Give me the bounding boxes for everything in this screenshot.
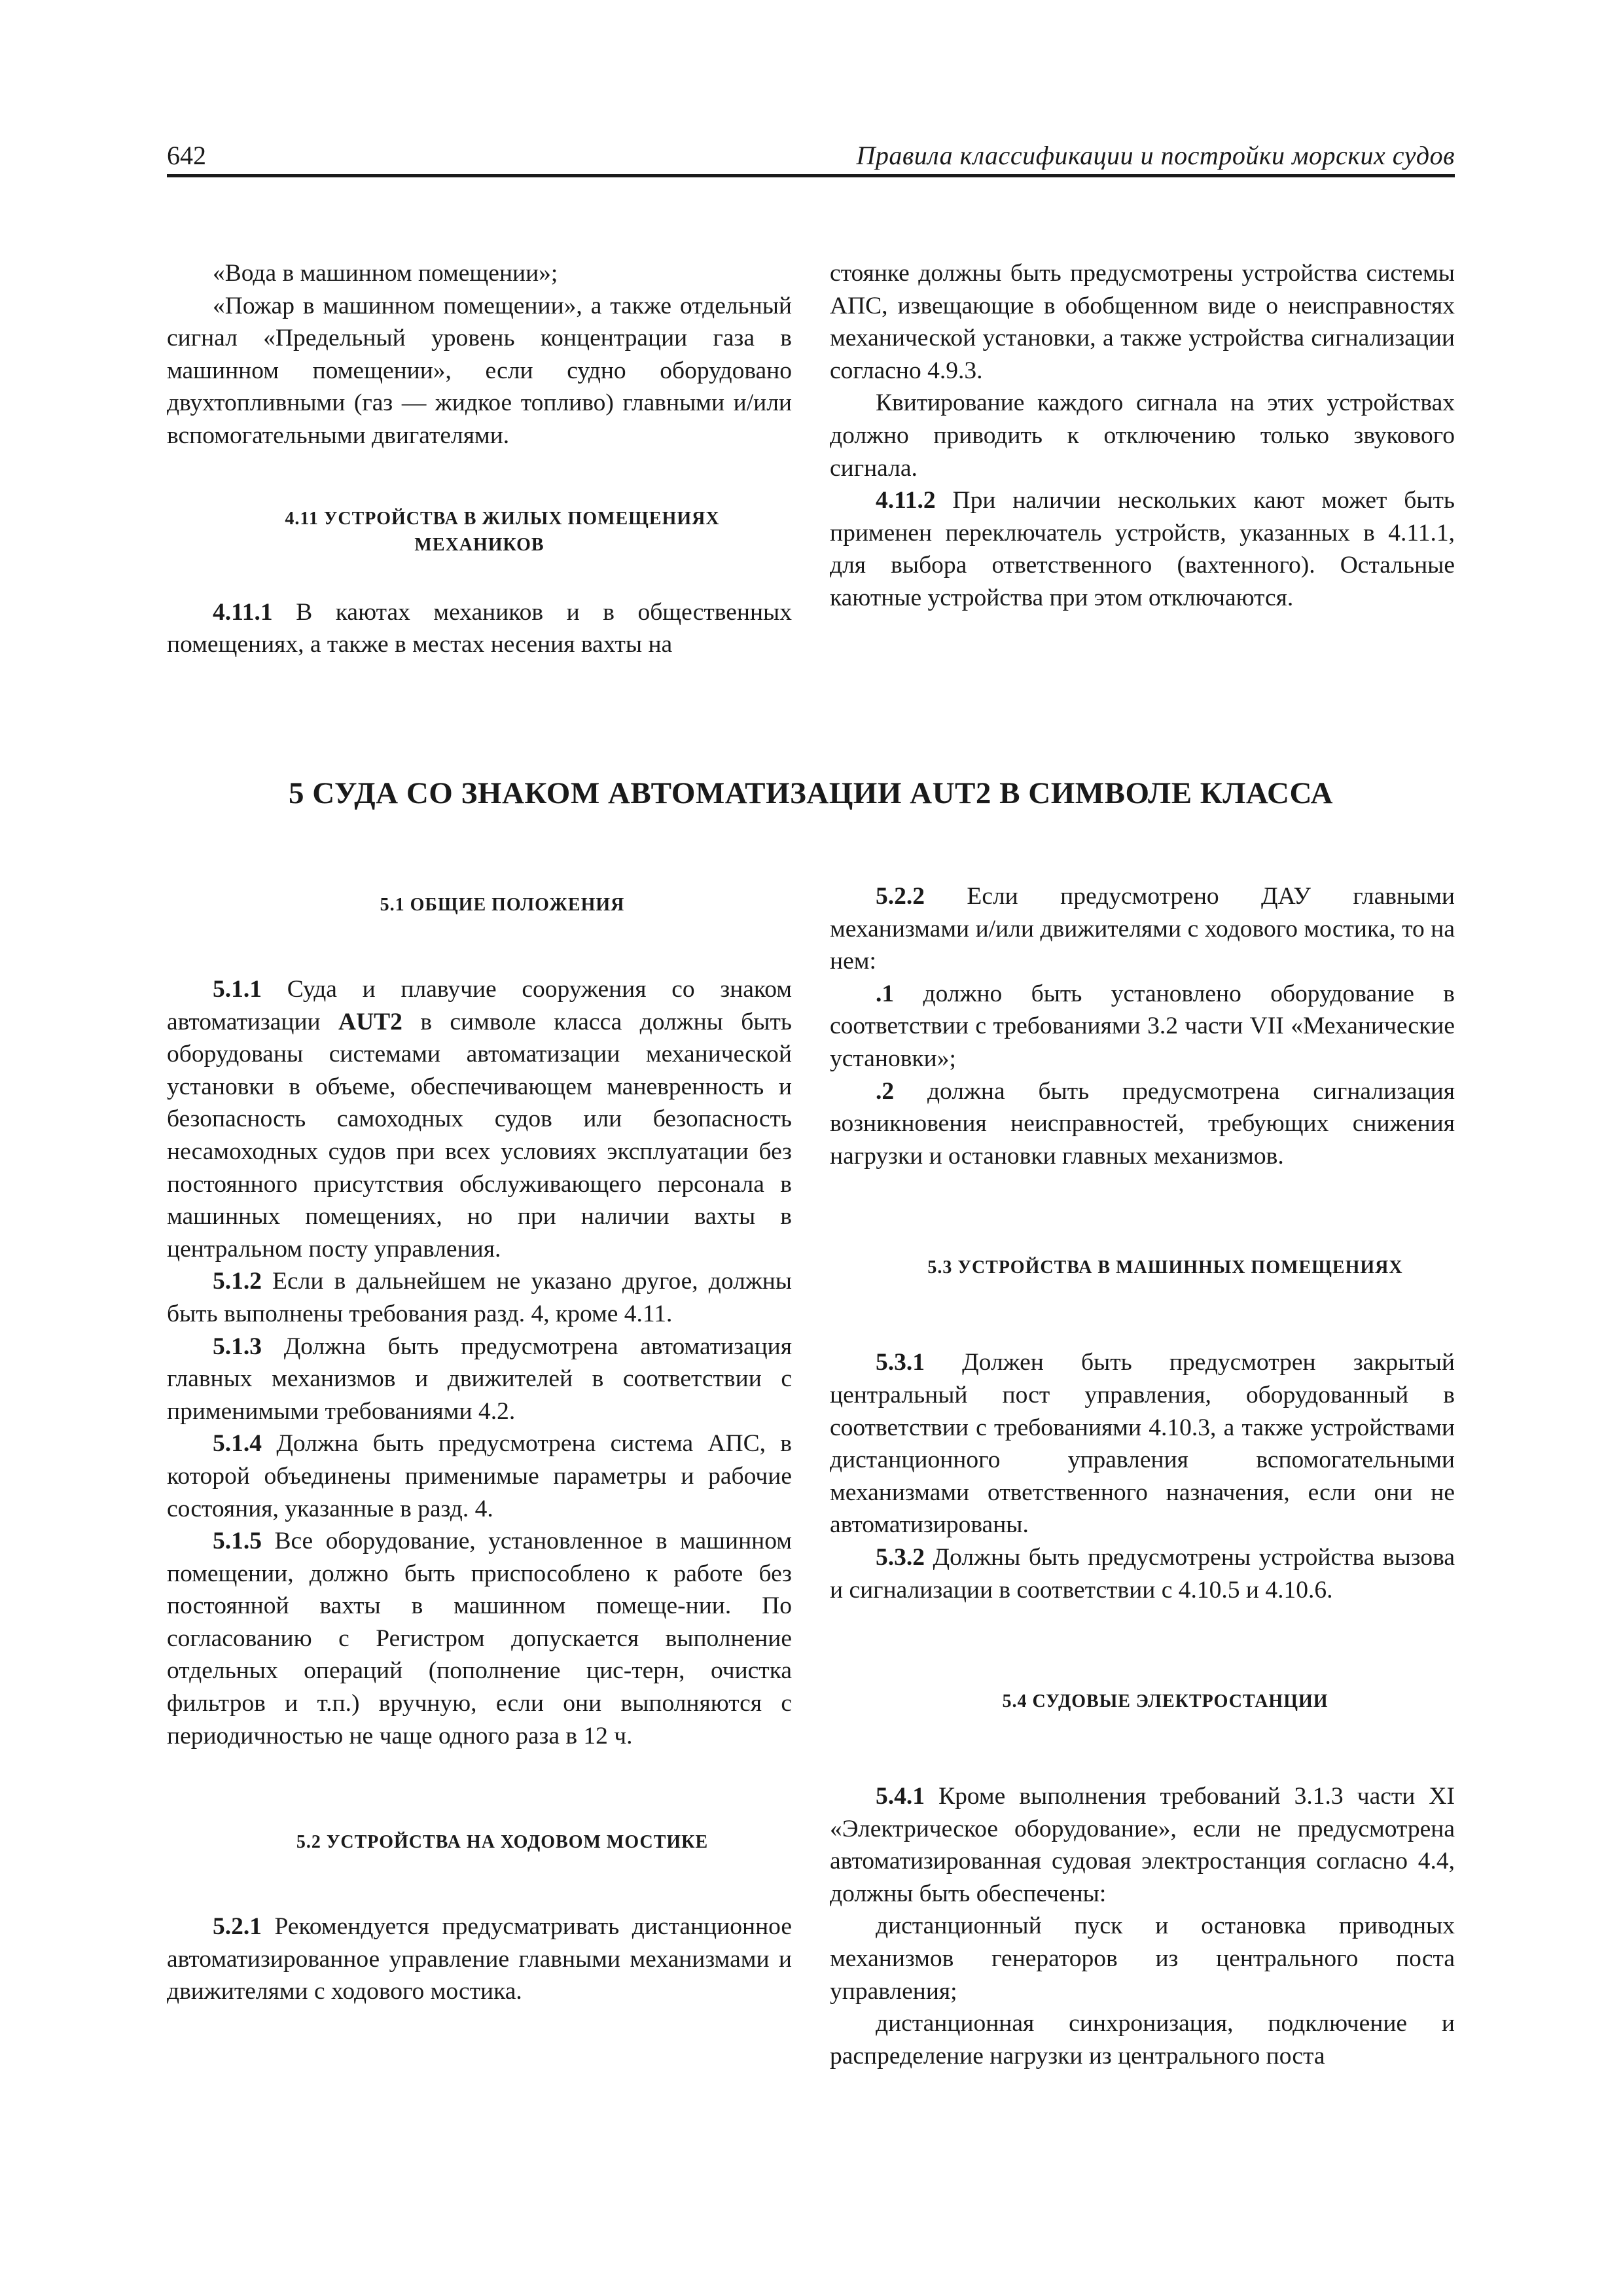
item-number: .1 xyxy=(876,980,895,1007)
clause-text: Должен быть предусмотрен закрытый центральный пост управления, оборудованный в соответствии с требованиями 4.10.3, а также устройствами дистанционного управления вспомогательными механизмами ответственного назначения, если они не автоматизированы. xyxy=(830,1349,1455,1539)
clause-text: Должны быть предусмотрены устройства вызова и сигнализации в соответствии с 4.10.5 и 4.10.6. xyxy=(830,1543,1455,1604)
running-title: Правила классификации и постройки морских судов xyxy=(856,141,1455,170)
clause-text: При наличии нескольких кают может быть применен переключатель устройств, указанных в 4.11.1, для выбора ответственного (вахтенного). Остальные каютные устройства при этом отключаются. xyxy=(830,487,1455,611)
header-rule xyxy=(167,174,1455,177)
item-text: должно быть установлено оборудование в соответствии с требованиями 3.2 части VII «Механические установки»; xyxy=(830,980,1455,1072)
page-number: 642 xyxy=(167,141,206,170)
paragraph-5-3-1 xyxy=(830,1346,1455,1541)
clause-number: 5.2.1 xyxy=(213,1913,262,1941)
clause-number: 5.3.2 xyxy=(876,1543,925,1571)
paragraph: дистанционный пуск и остановка приводных механизмов генераторов из центрального поста управления; xyxy=(830,1912,1455,2005)
page-header xyxy=(167,140,1455,179)
paragraph-5-1-3 xyxy=(167,1331,792,1428)
chapter-title: 5 СУДА СО ЗНАКОМ АВТОМАТИЗАЦИИ AUT2 В СИМВОЛЕ КЛАССА xyxy=(288,776,1333,810)
clause-text: Должна быть предусмотрена система АПС, в которой объединены применимые параметры и рабочие состояния, указанные в разд. 4. xyxy=(167,1430,792,1522)
clause-number: 5.1.3 xyxy=(213,1333,262,1360)
item-text: должна быть предусмотрена сигнализация возникновения неисправностей, требующих снижения нагрузки и остановки главных механизмов. xyxy=(830,1077,1455,1170)
section-heading-5-4: 5.4 СУДОВЫЕ ЭЛЕКТРОСТАНЦИИ xyxy=(1002,1691,1329,1712)
paragraph-5-1-5 xyxy=(167,1525,792,1752)
paragraph-5-1-2 xyxy=(167,1265,792,1330)
list-item-2 xyxy=(830,1075,1455,1173)
paragraph: «Пожар в машинном помещении», а также отдельный сигнал «Предельный уровень концентрации газа в машинном помещении», если судно оборудовано двухтопливными (газ — жидкое топливо) главными и/или вспомогательными двигателями. xyxy=(167,292,792,449)
paragraph-5-1-4 xyxy=(167,1427,792,1525)
clause-number: 5.3.1 xyxy=(876,1349,925,1376)
paragraph-4-11-1 xyxy=(167,596,792,661)
clause-text: Должна быть предусмотрена автоматизация главных механизмов и движителей в соответствии с применимыми требованиями 4.2. xyxy=(167,1333,792,1425)
paragraph-5-3-2 xyxy=(830,1541,1455,1606)
paragraph: стоянке должны быть предусмотрены устройства системы АПС, извещающие в обобщенном виде о неисправностях механической установки, а также устройства сигнализации согласно 4.9.3. xyxy=(830,260,1455,384)
clause-text: Если предусмотрено ДАУ главными механизмами и/или движителями с ходового мостика, то на нем: xyxy=(830,883,1455,975)
clause-number: 5.1.5 xyxy=(213,1528,262,1555)
top-left-column xyxy=(167,257,792,661)
clause-number: 5.1.2 xyxy=(213,1268,262,1295)
clause-number: 5.2.2 xyxy=(876,883,925,910)
bottom-right-column xyxy=(830,880,1455,2072)
clause-number: 4.11.1 xyxy=(213,598,273,626)
aut2-notation: AUT2 xyxy=(338,1008,402,1035)
clause-text: Если в дальнейшем не указано другое, должны быть выполнены требования разд. 4, кроме 4.11. xyxy=(167,1268,792,1327)
section-heading-5-2: 5.2 УСТРОЙСТВА НА ХОДОВОМ МОСТИКЕ xyxy=(296,1832,709,1853)
section-heading-5-3: 5.3 УСТРОЙСТВА В МАШИННЫХ ПОМЕЩЕНИЯХ xyxy=(927,1257,1403,1278)
clause-text: Суда и плавучие сооружения со знаком автоматизации xyxy=(167,976,792,1035)
item-number: .2 xyxy=(876,1077,895,1105)
paragraph: Квитирование каждого сигнала на этих устройствах должно приводить к отключению только звукового сигнала. xyxy=(830,389,1455,482)
clause-number: 4.11.2 xyxy=(876,487,936,514)
paragraph: дистанционная синхронизация, подключение и распределение нагрузки из центрального поста xyxy=(830,2010,1455,2070)
paragraph-5-2-2 xyxy=(830,880,1455,978)
paragraph: «Вода в машинном помещении»; xyxy=(213,260,558,287)
clause-text: Рекомендуется предусматривать дистанционное автоматизированное управление главными механизмами и движителями с ходового мостика. xyxy=(167,1913,792,2005)
clause-number: 5.1.1 xyxy=(213,976,262,1003)
list-item-1 xyxy=(830,978,1455,1075)
clause-number: 5.1.4 xyxy=(213,1430,262,1458)
clause-text: Все оборудование, установленное в машинном помещении, должно быть приспособлено к работе без постоянной вахты в машинном помеще-нии. По согласованию с Регистром допускается выполнение отдельных операций (пополнение цис-терн, очистка фильтров и т.п.) вручную, если они выполняются с периодичностью не чаще одного раза в 12 ч. xyxy=(167,1528,792,1749)
section-heading-5-1: 5.1 ОБЩИЕ ПОЛОЖЕНИЯ xyxy=(380,895,625,915)
bottom-left-column xyxy=(167,892,792,2008)
clause-text: в символе класса должны быть оборудованы системами автоматизации механической установки в объеме, обеспечивающем маневренность и безопасность самоходных судов или безопасность несамоходных судов при всех условиях эксплуатации без постоянного присутствия обслуживающего персонала в машинных помещениях, но при наличии вахты в центральном посту управления. xyxy=(167,1008,792,1263)
clause-text: В каютах механиков и в общественных помещениях, а также в местах несения вахты на xyxy=(167,598,792,658)
paragraph-5-4-1 xyxy=(830,1780,1455,1910)
paragraph-5-2-1 xyxy=(167,1910,792,2008)
paragraph-4-11-2 xyxy=(830,484,1455,614)
clause-text: Кроме выполнения требований 3.1.3 части XI «Электрическое оборудование», если не предусмотрена автоматизированная судовая электростанция согласно 4.4, должны быть обеспечены: xyxy=(830,1783,1455,1907)
section-heading-4-11: 4.11 УСТРОЙСТВА В ЖИЛЫХ ПОМЕЩЕНИЯХ МЕХАНИКОВ xyxy=(285,508,720,555)
paragraph-5-1-1 xyxy=(167,973,792,1265)
top-right-column xyxy=(830,257,1455,615)
clause-number: 5.4.1 xyxy=(876,1783,925,1810)
